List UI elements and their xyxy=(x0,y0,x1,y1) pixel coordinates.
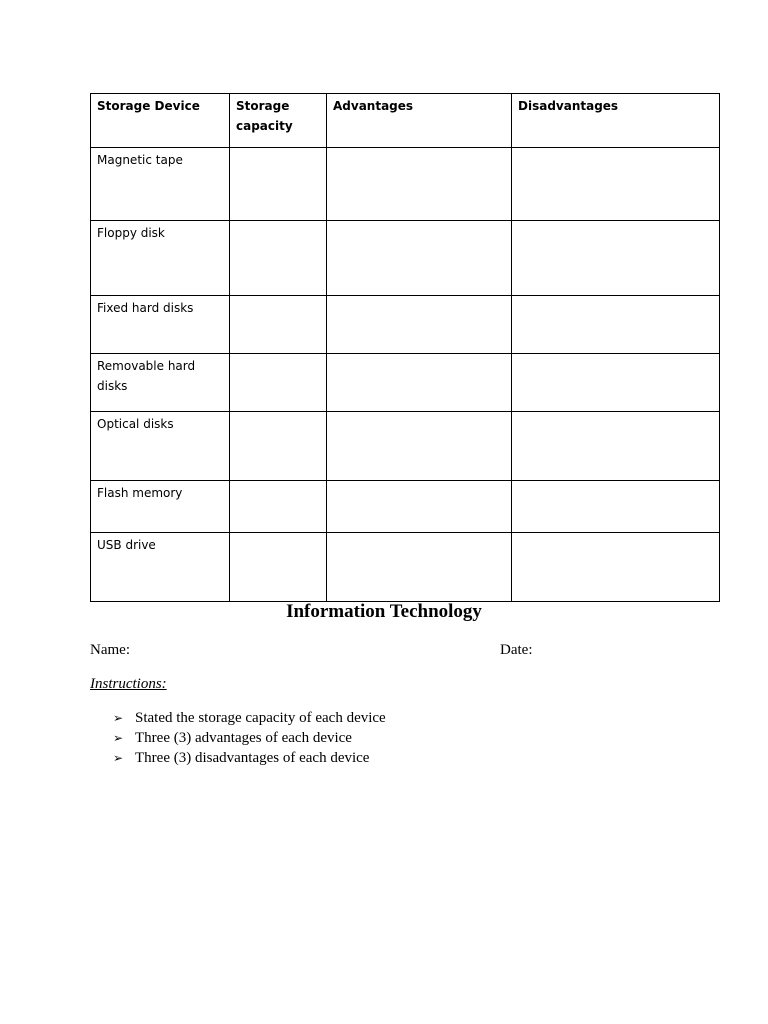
capacity-cell[interactable] xyxy=(230,148,327,221)
advantages-cell[interactable] xyxy=(327,221,512,296)
instruction-text: Three (3) advantages of each device xyxy=(135,730,352,746)
capacity-cell[interactable] xyxy=(230,354,327,412)
advantages-cell[interactable] xyxy=(327,354,512,412)
arrowhead-bullet-icon: ➢ xyxy=(113,751,124,765)
disadvantages-cell[interactable] xyxy=(512,221,720,296)
table-row xyxy=(91,221,720,296)
instructions-list xyxy=(113,708,386,768)
header-advantages: Advantages xyxy=(327,94,512,148)
capacity-cell[interactable] xyxy=(230,533,327,602)
disadvantages-cell[interactable] xyxy=(512,148,720,221)
advantages-cell[interactable] xyxy=(327,412,512,481)
table-row xyxy=(91,533,720,602)
arrowhead-bullet-icon: ➢ xyxy=(113,711,124,725)
header-storage-capacity: Storage capacity xyxy=(230,94,327,148)
device-cell: Magnetic tape xyxy=(91,148,230,221)
advantages-cell[interactable] xyxy=(327,148,512,221)
name-label: Name: xyxy=(90,642,130,658)
storage-devices-table xyxy=(90,93,720,602)
device-cell: USB drive xyxy=(91,533,230,602)
header-disadvantages: Disadvantages xyxy=(512,94,720,148)
disadvantages-cell[interactable] xyxy=(512,354,720,412)
table-row xyxy=(91,412,720,481)
instructions-heading: Instructions: xyxy=(90,676,167,692)
capacity-cell[interactable] xyxy=(230,412,327,481)
disadvantages-cell[interactable] xyxy=(512,533,720,602)
list-item xyxy=(113,728,386,748)
table-row xyxy=(91,148,720,221)
disadvantages-cell[interactable] xyxy=(512,412,720,481)
table-row xyxy=(91,296,720,354)
device-cell: Optical disks xyxy=(91,412,230,481)
disadvantages-cell[interactable] xyxy=(512,296,720,354)
table-row xyxy=(91,354,720,412)
capacity-cell[interactable] xyxy=(230,481,327,533)
advantages-cell[interactable] xyxy=(327,533,512,602)
instruction-text: Stated the storage capacity of each device xyxy=(135,710,386,726)
device-cell: Fixed hard disks xyxy=(91,296,230,354)
arrowhead-bullet-icon: ➢ xyxy=(113,731,124,745)
advantages-cell[interactable] xyxy=(327,481,512,533)
table-header-row xyxy=(91,94,720,148)
device-cell: Removable hard disks xyxy=(91,354,230,412)
list-item xyxy=(113,708,386,728)
instruction-text: Three (3) disadvantages of each device xyxy=(135,750,370,766)
device-cell: Flash memory xyxy=(91,481,230,533)
date-label: Date: xyxy=(500,642,533,658)
advantages-cell[interactable] xyxy=(327,296,512,354)
table-row xyxy=(91,481,720,533)
header-storage-device: Storage Device xyxy=(91,94,230,148)
disadvantages-cell[interactable] xyxy=(512,481,720,533)
capacity-cell[interactable] xyxy=(230,221,327,296)
device-cell: Floppy disk xyxy=(91,221,230,296)
capacity-cell[interactable] xyxy=(230,296,327,354)
list-item xyxy=(113,748,386,768)
page-title: Information Technology xyxy=(286,601,482,622)
